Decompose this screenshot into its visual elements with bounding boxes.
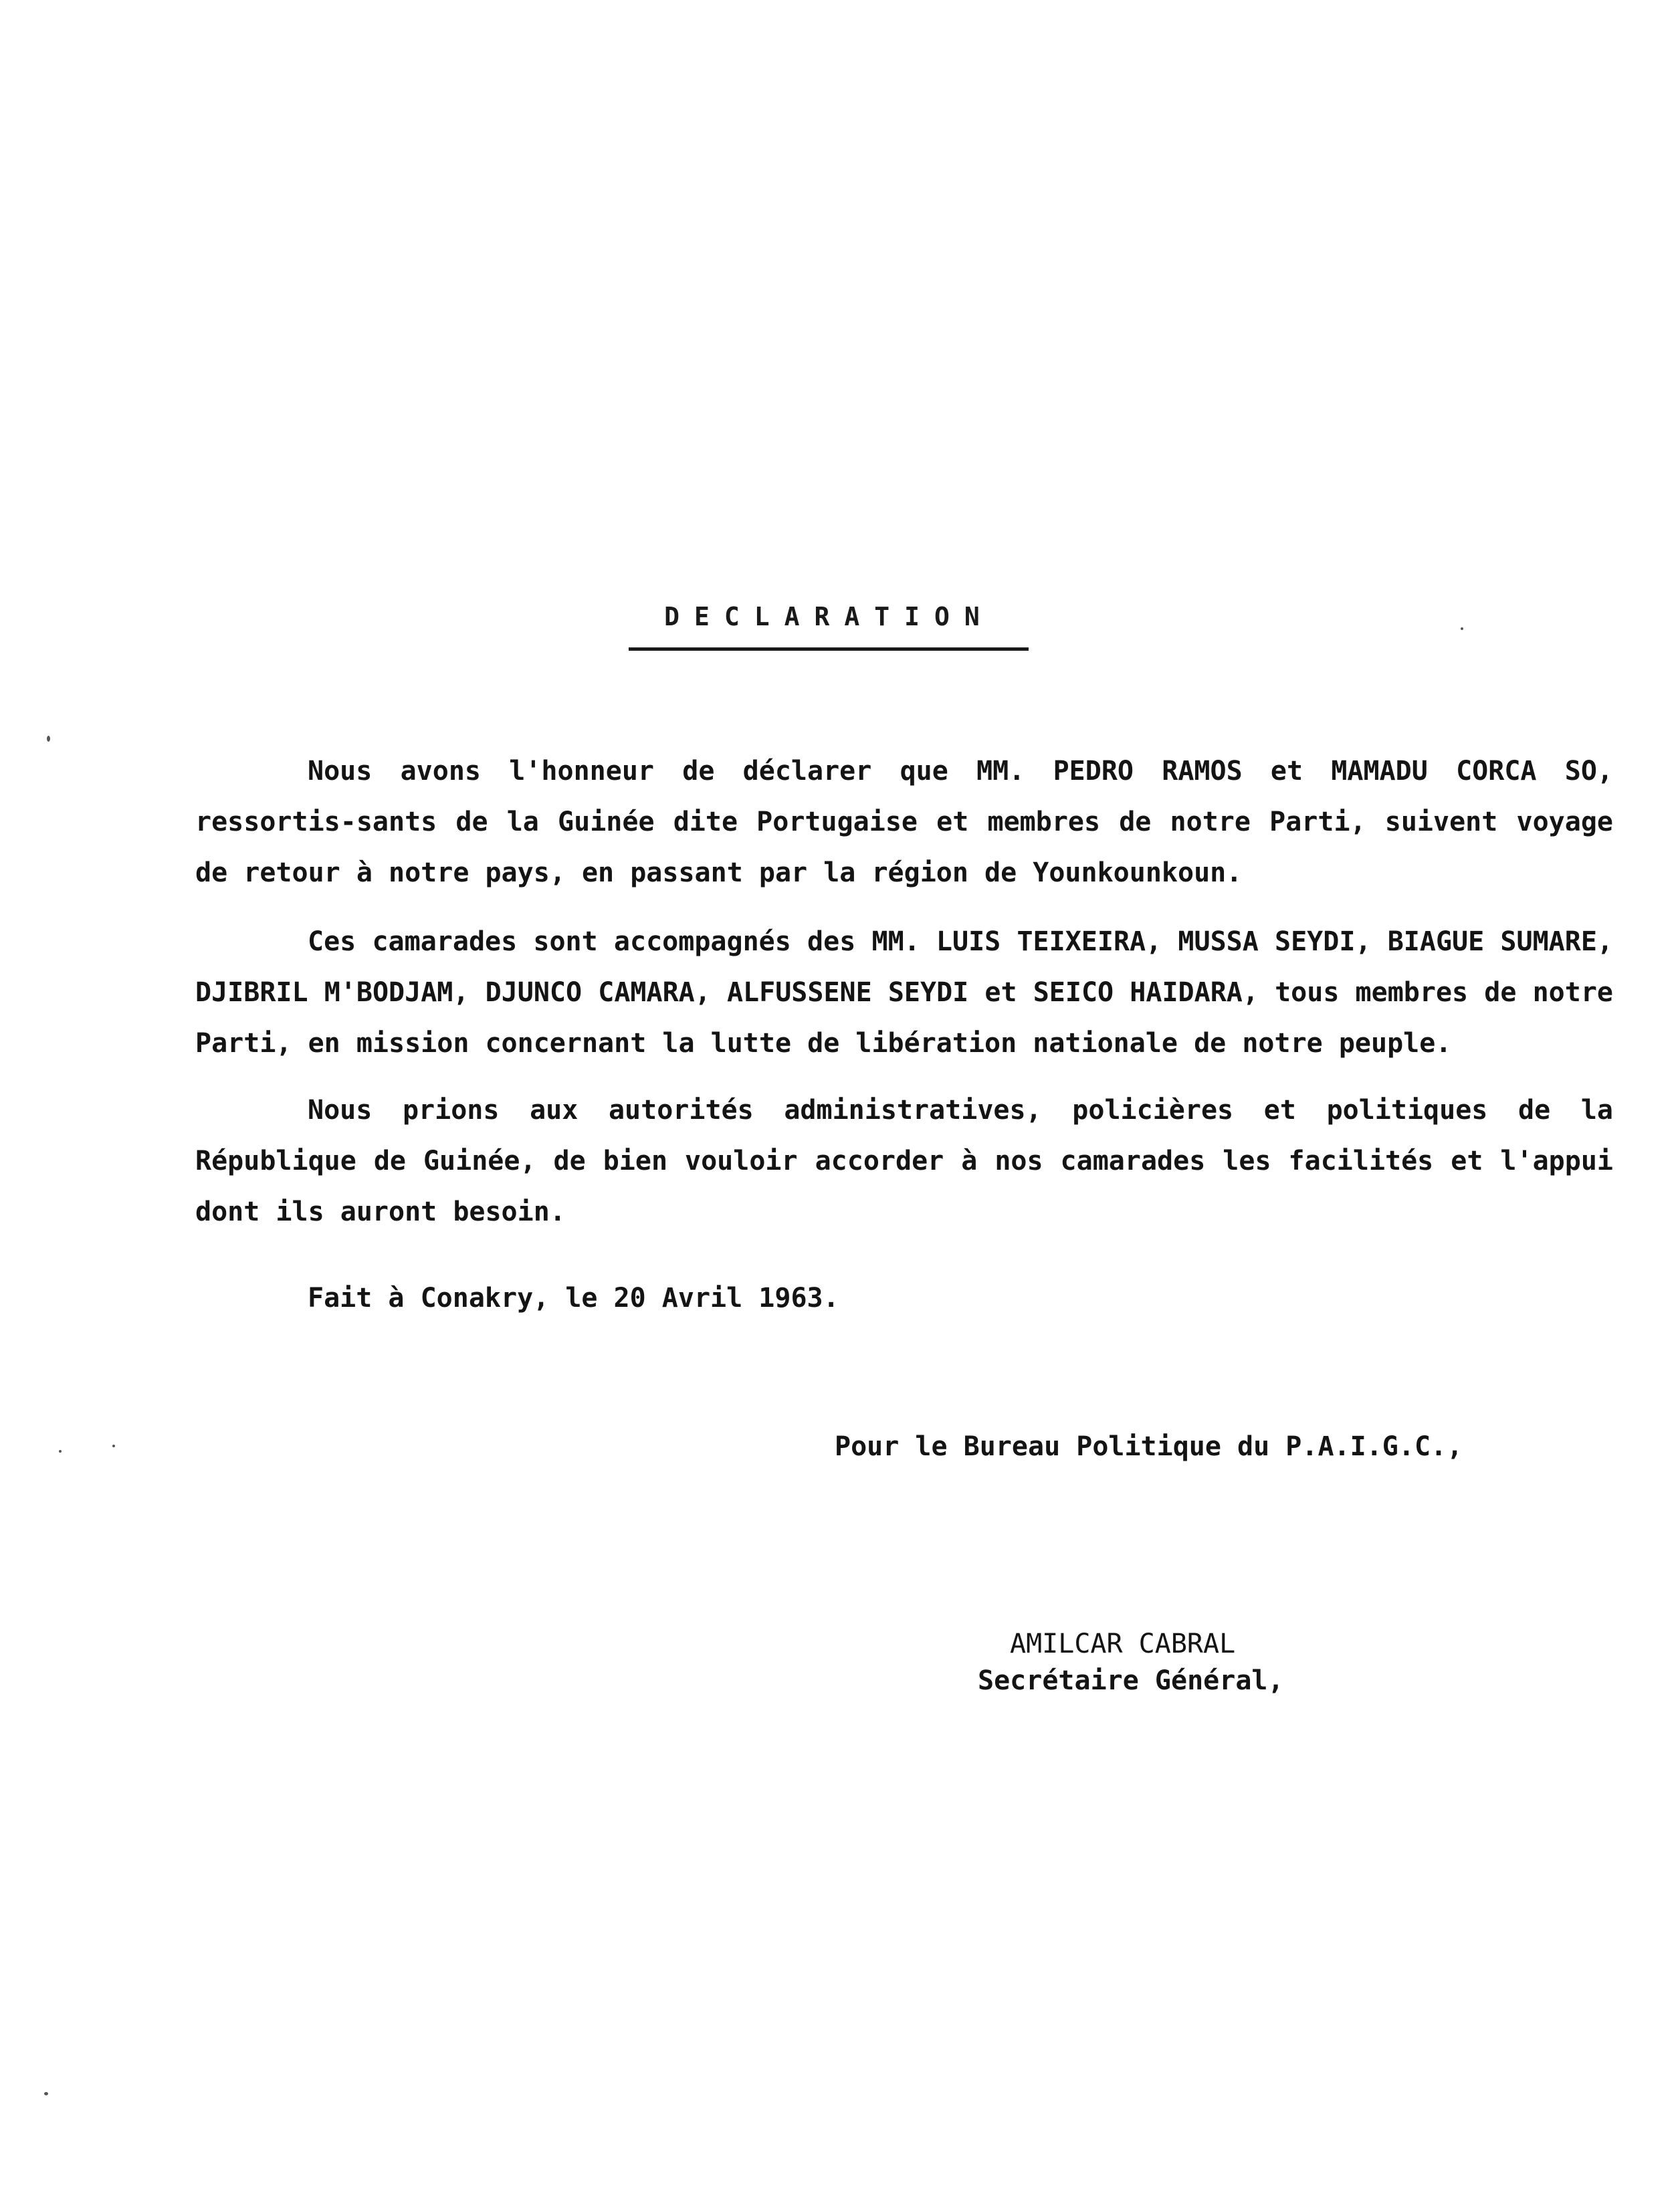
paragraph-2 [195, 916, 1613, 1069]
document-title: DECLARATION [664, 602, 994, 631]
scan-speck [1461, 627, 1463, 630]
paragraph-3 [195, 1085, 1613, 1237]
paragraph-1 [195, 746, 1613, 898]
signatory-name: AMILCAR CABRAL [1010, 1629, 1236, 1659]
scan-speck [112, 1445, 115, 1447]
paragraph-3-text: Nous prions aux autorités administratives, policières et politiques de la République de Guinée, de bien vouloir accorder à nos camarades les facilités et l'appui dont ils auront besoin. [195, 1095, 1613, 1227]
bureau-line: Pour le Bureau Politique du P.A.I.G.C., [835, 1431, 1463, 1462]
signatory-title: Secrétaire Général, [978, 1665, 1284, 1696]
title-underline [629, 647, 1029, 651]
paragraph-1-text: Nous avons l'honneur de déclarer que MM. PEDRO RAMOS et MAMADU CORCA SO, ressortis-sants de la Guinée dite Portugaise et membres de notre Parti, suivent voyage de retour à notre pays, en passant par la région de Younkounkoun. [195, 756, 1613, 888]
scan-speck [59, 1450, 62, 1453]
scan-speck [44, 2092, 48, 2095]
scan-speck [47, 736, 50, 742]
date-line: Fait à Conakry, le 20 Avril 1963. [308, 1283, 839, 1314]
paragraph-2-text: Ces camarades sont accompagnés des MM. LUIS TEIXEIRA, MUSSA SEYDI, BIAGUE SUMARE, DJIBRIL M'BODJAM, DJUNCO CAMARA, ALFUSSENE SEYDI et SEICO HAIDARA, tous membres de notre Parti, en mission concernant la lutte de libération nationale de notre peuple. [195, 926, 1613, 1059]
